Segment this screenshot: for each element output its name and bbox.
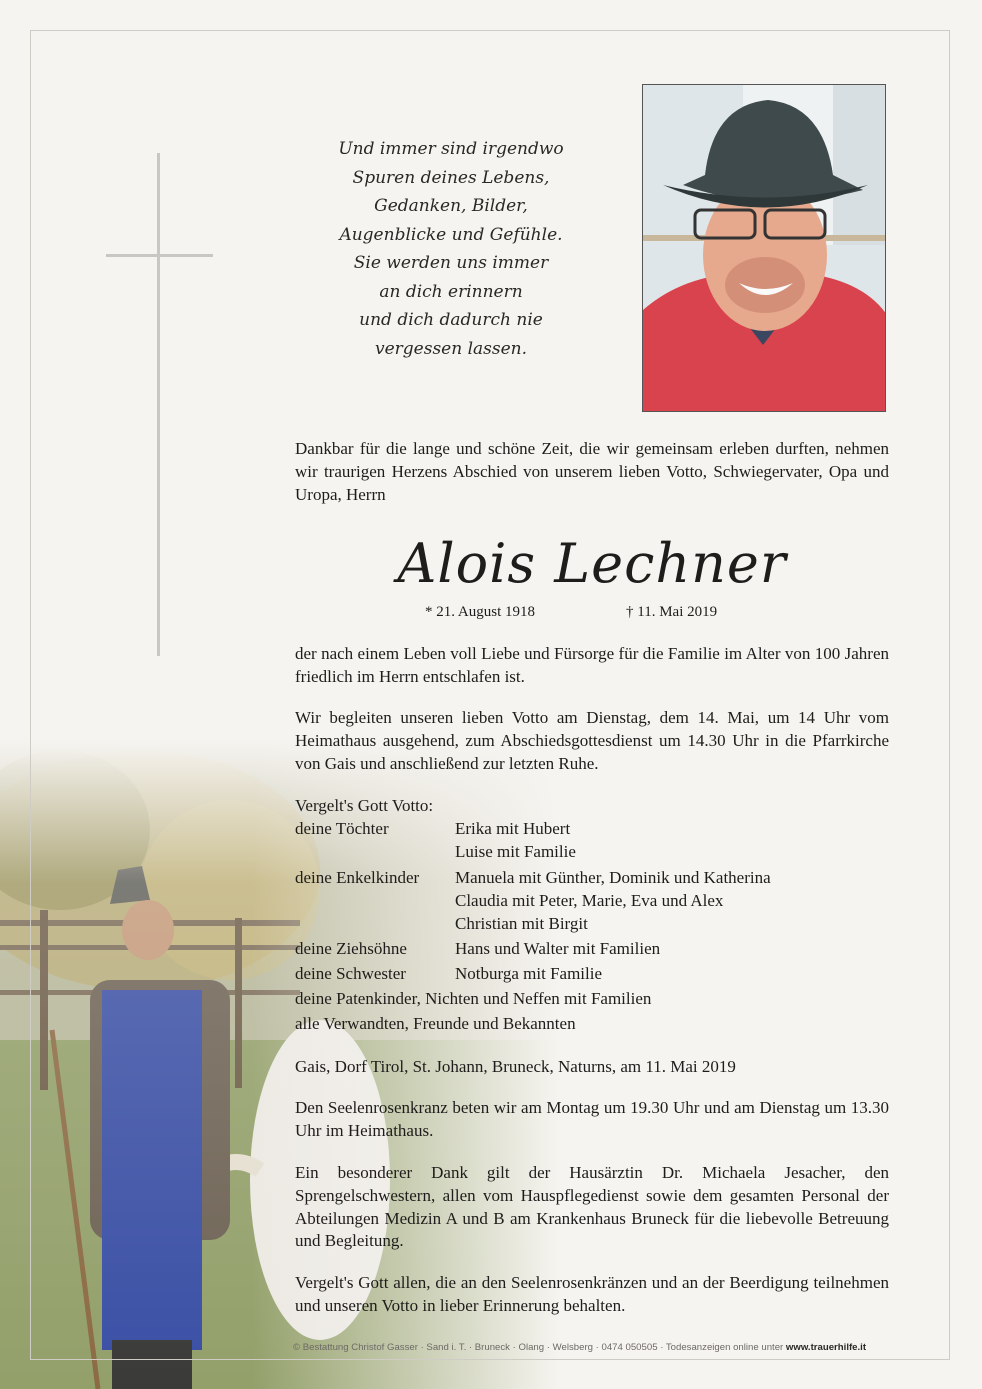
relation-label: deine Ziehsöhne <box>295 939 407 958</box>
family-name-line: Luise mit Familie <box>455 842 576 861</box>
relation-label: deine Enkelkinder <box>295 868 420 887</box>
verse-line: Und immer sind irgendwo <box>338 139 564 159</box>
funeral-paragraph: Wir begleiten unseren lieben Votto am Dienstag, dem 14. Mai, um 14 Uhr vom Heimathaus ausgehend, zum Abschiedsgottesdienst um 14.30 Uhr in die Pfarrkirche von Gais und anschließend zur letzten Ruhe. <box>295 708 889 773</box>
portrait-illustration <box>643 85 886 412</box>
family-name-line: Erika mit Hubert <box>455 819 571 838</box>
intro-paragraph: Dankbar für die lange und schöne Zeit, die wir gemeinsam erleben durften, nehmen wir traurigen Herzens Abschied von unserem lieben Votto, Schwiegervater, Opa und Uropa, Herrn <box>295 439 889 504</box>
family-name-line: Notburga mit Familie <box>455 964 603 983</box>
rosary-paragraph: Den Seelenrosenkranz beten wir am Montag um 19.30 Uhr und am Dienstag um 13.30 Uhr im Heimathaus. <box>295 1098 889 1140</box>
birth-date: * 21. August 1918 <box>425 604 536 620</box>
footer-link[interactable]: www.trauerhilfe.it <box>785 1342 867 1353</box>
verse-line: Spuren deines Lebens, <box>352 167 550 188</box>
verse-line: Gedanken, Bilder, <box>374 196 528 216</box>
cross-icon-horizontal-bar <box>106 254 213 257</box>
relation-label: deine Schwester <box>295 964 406 983</box>
family-extra-line: deine Patenkinder, Nichten und Neffen mit Familien <box>295 989 652 1008</box>
verse-line: an dich erinnern <box>379 281 523 302</box>
relation-label: deine Töchter <box>295 819 389 838</box>
verse-line: Augenblicke und Gefühle. <box>339 224 563 245</box>
family-name-line: Christian mit Birgit <box>455 914 588 933</box>
thanks-heading: Vergelt's Gott Votto: <box>295 796 434 815</box>
verse-line: Sie werden uns immer <box>353 253 549 273</box>
family-name-line: Claudia mit Peter, Marie, Eva und Alex <box>455 891 724 910</box>
footer <box>293 1342 943 1353</box>
portrait-photo <box>642 84 886 412</box>
verse-line: vergessen lassen. <box>374 338 528 359</box>
deceased-name: Alois Lechner <box>397 532 787 595</box>
cross-icon-vertical-bar <box>157 153 160 656</box>
footer-credit: © Bestattung Christof Gasser · Sand i. T. · Bruneck · Olang · Welsberg · 0474 050505 · Todesanzeigen online unter <box>293 1342 784 1353</box>
verse-line: und dich dadurch nie <box>359 310 543 330</box>
life-paragraph: der nach einem Leben voll Liebe und Fürsorge für die Familie im Alter von 100 Jahren friedlich im Herrn entschlafen ist. <box>295 644 889 686</box>
special-thanks-paragraph: Ein besonderer Dank gilt der Hausärztin Dr. Michaela Jesacher, den Sprengelschwestern, allen vom Hauspflegedienst sowie dem gesamten Personal der Abteilungen Medizin A und B am Krankenhaus Bruneck für die liebevolle Betreuung und Begleitung. <box>295 1163 889 1251</box>
memorial-verse <box>300 135 602 363</box>
family-name-line: Manuela mit Günther, Dominik und Katherina <box>455 868 771 887</box>
place-and-date: Gais, Dorf Tirol, St. Johann, Bruneck, Naturns, am 11. Mai 2019 <box>295 1057 736 1076</box>
closing-paragraph: Vergelt's Gott allen, die an den Seelenrosenkränzen und an der Beerdigung teilnehmen und unseren Votto in lieber Erinnerung behalten. <box>295 1273 889 1315</box>
family-name-line: Hans und Walter mit Familien <box>455 939 661 958</box>
family-extra-line: alle Verwandten, Freunde und Bekannten <box>295 1014 576 1033</box>
death-date: † 11. Mai 2019 <box>626 604 718 620</box>
